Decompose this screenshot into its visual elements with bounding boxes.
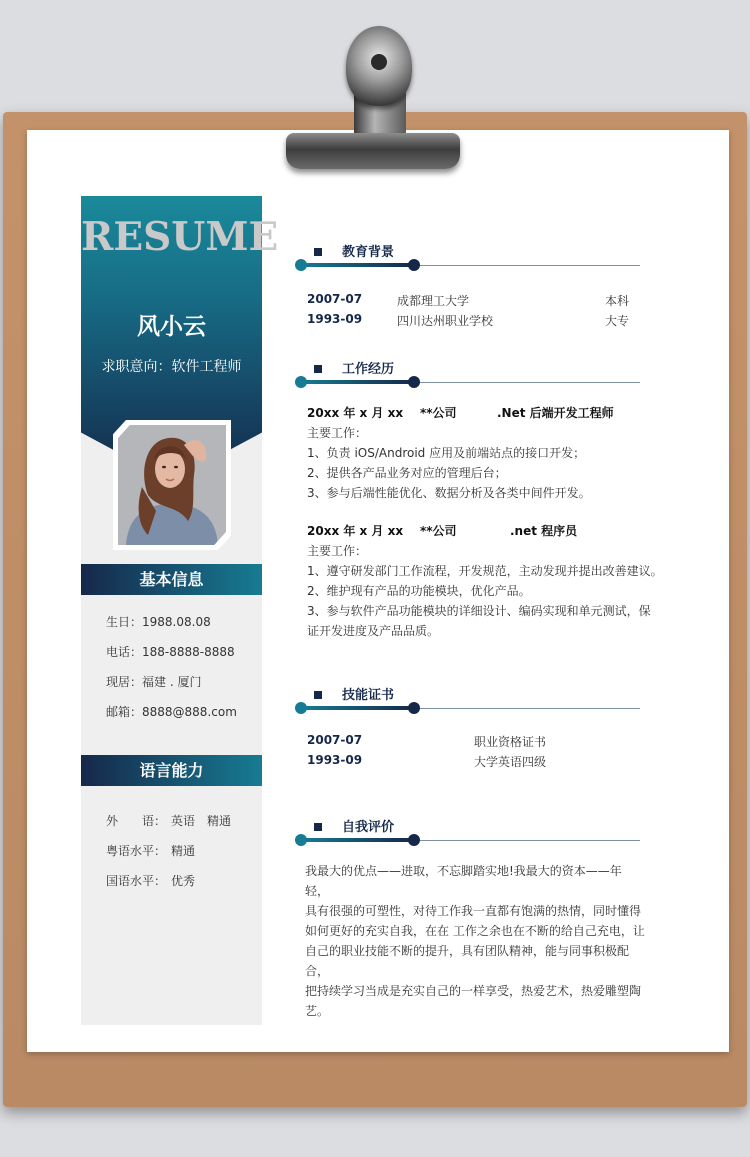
skill-row (307, 733, 362, 747)
duty-item: 3、参与后端性能优化、数据分析及各类中间件开发。 (307, 486, 591, 500)
skill-row (307, 753, 362, 767)
clip-hole (371, 54, 387, 70)
education-row (307, 292, 362, 306)
section-title: 教育背景 (342, 245, 395, 260)
accent-bar (302, 706, 414, 710)
square-bullet-icon (314, 691, 322, 699)
education-degree: 大专 (605, 314, 630, 328)
duties-label: 主要工作： (307, 426, 368, 440)
self-eval-line: 把持续学习当成是充实自己的一样享受，热爱艺术，热爱雕塑陶 (305, 984, 642, 998)
skill-date: 2007-07 (307, 733, 363, 747)
self-eval-line: 艺。 (305, 1004, 330, 1018)
job-date: 20xx 年 x 月 xx (307, 524, 404, 538)
language-label: 粤语水平： (106, 844, 167, 858)
dot-icon (295, 259, 307, 271)
language-heading: 语言能力 (81, 755, 262, 786)
language-label: 外 语： (106, 814, 167, 828)
language-item (106, 872, 195, 889)
basic-info-heading: 基本信息 (81, 564, 262, 595)
dot-icon (408, 834, 420, 846)
residence-text: 现居：福建 . 厦门 (106, 675, 202, 689)
language-value: 精通 (171, 844, 196, 858)
duties-label: 主要工作： (307, 544, 368, 558)
language-value: 优秀 (171, 874, 196, 888)
education-date: 2007-07 (307, 292, 363, 306)
email-text: 邮箱：8888@888.com (106, 705, 237, 719)
phone-text: 电话：188-8888-8888 (106, 645, 235, 659)
education-row (307, 312, 362, 326)
accent-bar (302, 263, 414, 267)
duty-item: 2、维护现有产品的功能模块，优化产品。 (307, 584, 531, 598)
self-eval-line: 自己的职业技能不断的提升，具有团队精神，能与同事积极配合， (305, 944, 630, 978)
portrait-image (118, 425, 226, 545)
duty-item: 1、遵守研发部门工作流程，开发规范，主动发现并提出改善建议。 (307, 564, 663, 578)
education-date: 1993-09 (307, 312, 363, 326)
section-title: 自我评价 (342, 820, 395, 835)
accent-bar (302, 838, 414, 842)
job-company: **公司 (420, 406, 457, 420)
language-value: 英语 精通 (171, 814, 232, 828)
duty-item: 3、参与软件产品功能模块的详细设计、编码实现和单元测试，保 (307, 604, 651, 618)
birthday-text: 生日：1988.08.08 (106, 615, 211, 629)
duty-item: 1、负责 iOS/Android 应用及前端站点的接口开发； (307, 446, 586, 460)
language-label: 国语水平： (106, 874, 167, 888)
job-company: **公司 (420, 524, 457, 538)
language-item (106, 842, 195, 859)
education-school: 成都理工大学 (397, 294, 470, 308)
job-date: 20xx 年 x 月 xx (307, 406, 404, 420)
skill-name: 大学英语四级 (474, 755, 547, 769)
section-title: 工作经历 (342, 362, 395, 377)
job-title: .net 程序员 (510, 524, 578, 538)
job-objective: 求职意向：软件工程师 (101, 359, 242, 375)
job-title: .Net 后端开发工程师 (497, 406, 614, 420)
skill-name: 职业资格证书 (474, 735, 547, 749)
self-eval-line: 具有很强的可塑性，对待工作我一直都有饱满的热情，同时懂得 (305, 904, 642, 918)
square-bullet-icon (314, 365, 322, 373)
dot-icon (408, 376, 420, 388)
clip-base (286, 133, 460, 169)
dot-icon (408, 259, 420, 271)
square-bullet-icon (314, 823, 322, 831)
dot-icon (408, 702, 420, 714)
duty-item: 证开发进度及产品品质。 (307, 624, 440, 638)
education-school: 四川达州职业学校 (397, 314, 494, 328)
dot-icon (295, 702, 307, 714)
self-eval-paragraph (305, 861, 645, 1021)
profile-photo (118, 425, 226, 545)
section-title: 技能证书 (342, 688, 395, 703)
square-bullet-icon (314, 248, 322, 256)
duty-item: 2、提供各产品业务对应的管理后台； (307, 466, 507, 480)
skill-date: 1993-09 (307, 753, 363, 767)
work-heading (296, 359, 640, 391)
self-eval-line: 如何更好的充实自我，在在 工作之余也在不断的给自己充电，让 (305, 924, 645, 938)
education-degree: 本科 (605, 294, 630, 308)
dot-icon (295, 834, 307, 846)
self-eval-heading (296, 817, 640, 849)
education-heading (296, 242, 640, 274)
skills-heading (296, 685, 640, 717)
language-item (106, 812, 231, 829)
accent-bar (302, 380, 414, 384)
dot-icon (295, 376, 307, 388)
candidate-name: 风小云 (137, 314, 206, 340)
self-eval-line: 我最大的优点——进取，不忘脚踏实地!我最大的资本——年轻， (305, 864, 622, 898)
resume-title: RESUME (81, 214, 279, 260)
